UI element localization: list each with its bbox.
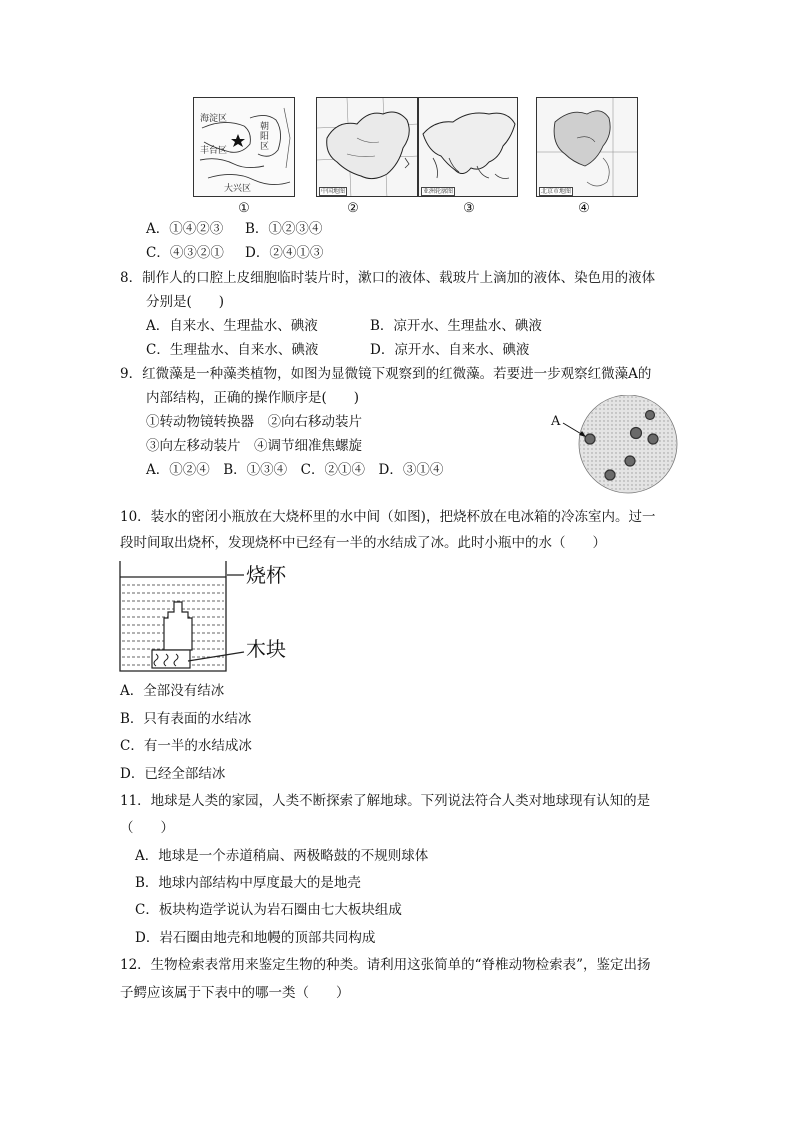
q9-steps-line1: ①转动物镜转换器 ②向右移动装片 bbox=[146, 414, 362, 430]
map-number-4: ④ bbox=[578, 201, 590, 216]
q7-option-a: A．①④②③ bbox=[146, 221, 224, 237]
map-caption-china: 中国地图 bbox=[321, 188, 346, 195]
map-label-fengtai: 丰台区 bbox=[200, 146, 228, 156]
q12-stem-line1: 12．生物检索表常用来鉴定生物的种类。请利用这张简单的“脊椎动物检索表”，鉴定出扬 bbox=[120, 957, 651, 973]
beaker-label: 烧杯 bbox=[246, 563, 286, 587]
microscope-label-a: A bbox=[551, 414, 561, 429]
beijing-outline bbox=[537, 98, 638, 197]
map-number-3: ③ bbox=[463, 201, 475, 216]
q10-option-a: A．全部没有结冰 bbox=[120, 683, 225, 699]
q12-stem-line2: 子鳄应该属于下表中的哪一类（ ） bbox=[120, 985, 350, 1001]
map-caption-beijing: 北京市地图 bbox=[541, 188, 572, 195]
q9-stem-line2: 内部结构，正确的操作顺序是( ) bbox=[146, 390, 360, 406]
q11-stem-line2: （ ） bbox=[120, 820, 174, 836]
map-number-1: ① bbox=[238, 201, 250, 216]
map-label-daxing: 大兴区 bbox=[224, 184, 252, 194]
map-1-beijing-districts bbox=[193, 97, 295, 197]
q11-option-a: A．地球是一个赤道稍扁、两极略鼓的不规则球体 bbox=[135, 848, 429, 864]
map-caption-asia: 亚洲轮廓图 bbox=[423, 188, 454, 195]
map-3-asia bbox=[418, 97, 518, 197]
q8-option-d: D．凉开水、自来水、碘液 bbox=[370, 342, 530, 358]
china-outline bbox=[317, 98, 418, 197]
map-4-beijing-city bbox=[536, 97, 638, 197]
q10-stem-line2: 段时间取出烧杯，发现烧杯中已经有一半的水结成了冰。此时小瓶中的水（ ） bbox=[120, 535, 606, 551]
map-label-chaoyang: 朝阳区 bbox=[260, 122, 270, 152]
q10-stem-line1: 10．装水的密闭小瓶放在大烧杯里的水中间（如图)，把烧杯放在电冰箱的冷冻室内。过一 bbox=[120, 509, 656, 525]
q11-stem-line1: 11．地球是人类的家园，人类不断探索了解地球。下列说法符合人类对地球现有认知的是 bbox=[120, 793, 651, 809]
q9-options: A．①②④ B．①③④ C．②①④ D．③①④ bbox=[146, 462, 444, 478]
q11-option-b: B．地球内部结构中厚度最大的是地壳 bbox=[135, 875, 361, 891]
microscope-view-figure bbox=[550, 395, 680, 495]
q10-option-c: C．有一半的水结成冰 bbox=[120, 738, 252, 754]
q8-stem-line2: 分别是( ) bbox=[146, 294, 225, 310]
wood-block-label: 木块 bbox=[246, 637, 286, 661]
q9-steps-line2: ③向左移动装片 ④调节细准焦螺旋 bbox=[146, 438, 362, 454]
q10-option-d: D．已经全部结冰 bbox=[120, 766, 226, 782]
map-label-haidian: 海淀区 bbox=[200, 114, 228, 124]
map-2-china bbox=[316, 97, 418, 197]
q11-option-d: D．岩石圈由地壳和地幔的顶部共同构成 bbox=[135, 930, 376, 946]
q7-option-d: D．②④①③ bbox=[245, 245, 324, 261]
microscope-field bbox=[550, 395, 680, 495]
q8-option-c: C．生理盐水、自来水、碘液 bbox=[146, 342, 319, 358]
q8-stem-line1: 8．制作人的口腔上皮细胞临时装片时，漱口的液体、载玻片上滴加的液体、染色用的液体 bbox=[120, 270, 656, 286]
map-number-2: ② bbox=[347, 201, 359, 216]
q10-option-b: B．只有表面的水结冰 bbox=[120, 711, 252, 727]
beaker-figure bbox=[118, 558, 298, 676]
q7-map-figure bbox=[193, 97, 625, 217]
q11-option-c: C．板块构造学说认为岩石圈由七大板块组成 bbox=[135, 902, 402, 918]
q8-option-b: B．凉开水、生理盐水、碘液 bbox=[370, 318, 542, 334]
q7-option-c: C．④③②① bbox=[146, 245, 224, 261]
q8-option-a: A．自来水、生理盐水、碘液 bbox=[146, 318, 318, 334]
asia-outline bbox=[419, 98, 518, 197]
q7-option-b: B．①②③④ bbox=[245, 221, 323, 237]
q9-stem-line1: 9．红微藻是一种藻类植物，如图为显微镜下观察到的红微藻。若要进一步观察红微藻A的 bbox=[120, 366, 652, 382]
